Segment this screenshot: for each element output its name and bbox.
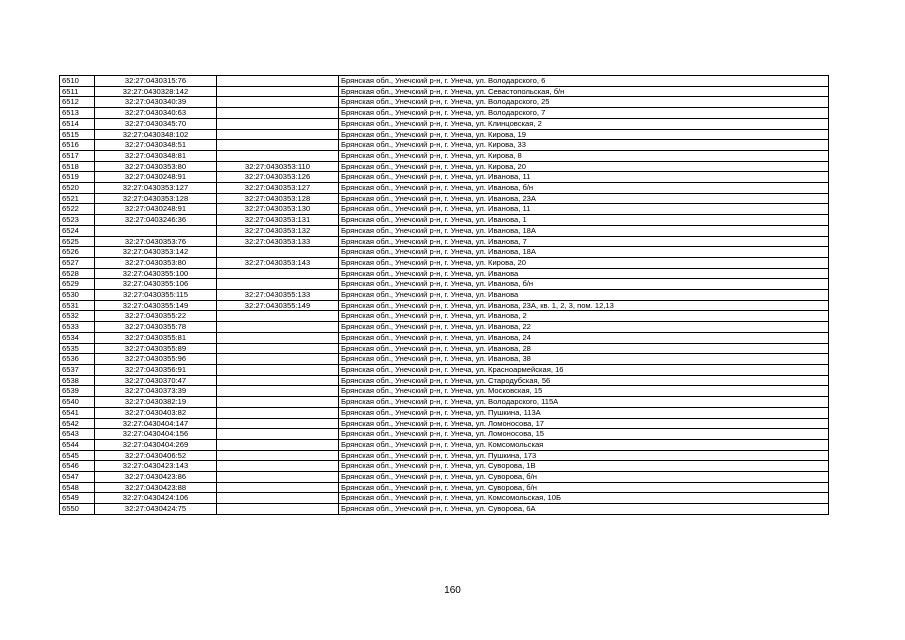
- cadastral-number-cell: 32:27:0430348:51: [95, 140, 217, 151]
- address-cell: Брянская обл., Унечский р-н, г. Унеча, ул. Иванова, 11: [339, 172, 829, 183]
- table-row: [60, 268, 829, 279]
- address-cell: Брянская обл., Унечский р-н, г. Унеча, ул. Иванова, 2: [339, 311, 829, 322]
- row-number-cell: 6513: [60, 108, 95, 119]
- related-cadastral-number-cell: 32:27:0430353:143: [217, 257, 339, 268]
- related-cadastral-number-cell: [217, 375, 339, 386]
- row-number-cell: 6543: [60, 429, 95, 440]
- cadastral-number-cell: 32:27:0430356:91: [95, 364, 217, 375]
- related-cadastral-number-cell: [217, 140, 339, 151]
- table-row: [60, 247, 829, 258]
- row-number-cell: 6534: [60, 332, 95, 343]
- table-row: [60, 279, 829, 290]
- row-number-cell: 6511: [60, 86, 95, 97]
- related-cadastral-number-cell: 32:27:0430353:130: [217, 204, 339, 215]
- related-cadastral-number-cell: [217, 332, 339, 343]
- table-row: [60, 450, 829, 461]
- cadastral-number-cell: 32:27:0403246:36: [95, 215, 217, 226]
- row-number-cell: 6548: [60, 482, 95, 493]
- related-cadastral-number-cell: [217, 397, 339, 408]
- row-number-cell: 6525: [60, 236, 95, 247]
- table-row: [60, 290, 829, 301]
- cadastral-number-cell: 32:27:0430404:147: [95, 418, 217, 429]
- related-cadastral-number-cell: [217, 279, 339, 290]
- address-cell: Брянская обл., Унечский р-н, г. Унеча, ул. Иванова: [339, 268, 829, 279]
- cadastral-number-cell: 32:27:0430355:89: [95, 343, 217, 354]
- table-row: [60, 482, 829, 493]
- cadastral-number-cell: 32:27:0430355:96: [95, 354, 217, 365]
- address-cell: Брянская обл., Унечский р-н, г. Унеча, ул. Иванова, 7: [339, 236, 829, 247]
- address-cell: Брянская обл., Унечский р-н, г. Унеча, ул. Суворова, 6А: [339, 504, 829, 515]
- cadastral-number-cell: 32:27:0430328:142: [95, 86, 217, 97]
- address-cell: Брянская обл., Унечский р-н, г. Унеча, ул. Комсомольская: [339, 439, 829, 450]
- table-row: [60, 418, 829, 429]
- related-cadastral-number-cell: [217, 118, 339, 129]
- table-row: [60, 108, 829, 119]
- cadastral-number-cell: 32:27:0430382:19: [95, 397, 217, 408]
- cadastral-number-cell: [95, 225, 217, 236]
- row-number-cell: 6523: [60, 215, 95, 226]
- row-number-cell: 6526: [60, 247, 95, 258]
- related-cadastral-number-cell: [217, 461, 339, 472]
- related-cadastral-number-cell: 32:27:0430353:132: [217, 225, 339, 236]
- row-number-cell: 6529: [60, 279, 95, 290]
- row-number-cell: 6533: [60, 322, 95, 333]
- row-number-cell: 6522: [60, 204, 95, 215]
- address-cell: Брянская обл., Унечский р-н, г. Унеча, ул. Иванова, 23А, кв. 1, 2, 3, пом. 12,13: [339, 300, 829, 311]
- related-cadastral-number-cell: [217, 86, 339, 97]
- cadastral-number-cell: 32:27:0430353:142: [95, 247, 217, 258]
- address-cell: Брянская обл., Унечский р-н, г. Унеча, ул. Ломоносова, 15: [339, 429, 829, 440]
- address-cell: Брянская обл., Унечский р-н, г. Унеча, ул. Володарского, 25: [339, 97, 829, 108]
- cadastral-number-cell: 32:27:0430353:80: [95, 257, 217, 268]
- address-cell: Брянская обл., Унечский р-н, г. Унеча, ул. Московская, 15: [339, 386, 829, 397]
- address-cell: Брянская обл., Унечский р-н, г. Унеча, ул. Иванова, б/н: [339, 279, 829, 290]
- table-row: [60, 386, 829, 397]
- cadastral-number-cell: 32:27:0430423:143: [95, 461, 217, 472]
- row-number-cell: 6530: [60, 290, 95, 301]
- cadastral-number-cell: 32:27:0430373:39: [95, 386, 217, 397]
- related-cadastral-number-cell: [217, 129, 339, 140]
- related-cadastral-number-cell: [217, 150, 339, 161]
- related-cadastral-number-cell: [217, 97, 339, 108]
- table-row: [60, 76, 829, 87]
- address-cell: Брянская обл., Унечский р-н, г. Унеча, ул. Пушкина, 173: [339, 450, 829, 461]
- related-cadastral-number-cell: [217, 429, 339, 440]
- cadastral-number-cell: 32:27:0430248:91: [95, 204, 217, 215]
- address-cell: Брянская обл., Унечский р-н, г. Унеча, ул. Володарского, 7: [339, 108, 829, 119]
- address-cell: Брянская обл., Унечский р-н, г. Унеча, ул. Иванова, 1: [339, 215, 829, 226]
- row-number-cell: 6510: [60, 76, 95, 87]
- address-cell: Брянская обл., Унечский р-н, г. Унеча, ул. Иванова, 18А: [339, 225, 829, 236]
- cadastral-number-cell: 32:27:0430353:76: [95, 236, 217, 247]
- row-number-cell: 6536: [60, 354, 95, 365]
- row-number-cell: 6527: [60, 257, 95, 268]
- related-cadastral-number-cell: [217, 418, 339, 429]
- table-row: [60, 504, 829, 515]
- cadastral-number-cell: 32:27:0430370:47: [95, 375, 217, 386]
- address-cell: Брянская обл., Унечский р-н, г. Унеча, ул. Кирова, 20: [339, 161, 829, 172]
- address-cell: Брянская обл., Унечский р-н, г. Унеча, ул. Иванова, 38: [339, 354, 829, 365]
- table-row: [60, 397, 829, 408]
- related-cadastral-number-cell: [217, 450, 339, 461]
- related-cadastral-number-cell: [217, 386, 339, 397]
- address-cell: Брянская обл., Унечский р-н, г. Унеча, ул. Иванова, 23А: [339, 193, 829, 204]
- table-row: [60, 493, 829, 504]
- cadastral-number-cell: 32:27:0430355:106: [95, 279, 217, 290]
- address-cell: Брянская обл., Унечский р-н, г. Унеча, ул. Иванова, 11: [339, 204, 829, 215]
- address-cell: Брянская обл., Унечский р-н, г. Унеча, ул. Севастопольская, б/н: [339, 86, 829, 97]
- cadastral-number-cell: 32:27:0430355:78: [95, 322, 217, 333]
- cadastral-number-cell: 32:27:0430315:76: [95, 76, 217, 87]
- address-cell: Брянская обл., Унечский р-н, г. Унеча, ул. Кирова, 8: [339, 150, 829, 161]
- row-number-cell: 6540: [60, 397, 95, 408]
- related-cadastral-number-cell: [217, 343, 339, 354]
- related-cadastral-number-cell: [217, 493, 339, 504]
- address-cell: Брянская обл., Унечский р-н, г. Унеча, ул. Стародубская, 56: [339, 375, 829, 386]
- address-cell: Брянская обл., Унечский р-н, г. Унеча, ул. Красноармейская, 16: [339, 364, 829, 375]
- related-cadastral-number-cell: 32:27:0430353:131: [217, 215, 339, 226]
- related-cadastral-number-cell: [217, 354, 339, 365]
- address-cell: Брянская обл., Унечский р-н, г. Унеча, ул. Володарского, 6: [339, 76, 829, 87]
- row-number-cell: 6532: [60, 311, 95, 322]
- table-row: [60, 472, 829, 483]
- address-cell: Брянская обл., Унечский р-н, г. Унеча, ул. Суворова, 1В: [339, 461, 829, 472]
- row-number-cell: 6512: [60, 97, 95, 108]
- address-cell: Брянская обл., Унечский р-н, г. Унеча, ул. Комсомольская, 10Б: [339, 493, 829, 504]
- related-cadastral-number-cell: [217, 482, 339, 493]
- related-cadastral-number-cell: [217, 439, 339, 450]
- table-row: [60, 343, 829, 354]
- cadastral-number-cell: 32:27:0430404:156: [95, 429, 217, 440]
- address-cell: Брянская обл., Унечский р-н, г. Унеча, ул. Володарского, 115А: [339, 397, 829, 408]
- row-number-cell: 6535: [60, 343, 95, 354]
- related-cadastral-number-cell: 32:27:0430353:128: [217, 193, 339, 204]
- table-row: [60, 129, 829, 140]
- address-cell: Брянская обл., Унечский р-н, г. Унеча, ул. Иванова, 28: [339, 343, 829, 354]
- related-cadastral-number-cell: 32:27:0430355:149: [217, 300, 339, 311]
- cadastral-number-cell: 32:27:0430248:91: [95, 172, 217, 183]
- related-cadastral-number-cell: [217, 472, 339, 483]
- related-cadastral-number-cell: 32:27:0430353:133: [217, 236, 339, 247]
- related-cadastral-number-cell: 32:27:0430355:133: [217, 290, 339, 301]
- address-cell: Брянская обл., Унечский р-н, г. Унеча, ул. Иванова, 24: [339, 332, 829, 343]
- table-row: [60, 439, 829, 450]
- related-cadastral-number-cell: [217, 108, 339, 119]
- address-cell: Брянская обл., Унечский р-н, г. Унеча, ул. Суворова, б/н: [339, 472, 829, 483]
- address-cell: Брянская обл., Унечский р-н, г. Унеча, ул. Кирова, 20: [339, 257, 829, 268]
- table-row: [60, 150, 829, 161]
- registry-table-body: [60, 76, 829, 515]
- row-number-cell: 6550: [60, 504, 95, 515]
- related-cadastral-number-cell: 32:27:0430353:127: [217, 183, 339, 194]
- cadastral-number-cell: 32:27:0430355:115: [95, 290, 217, 301]
- table-row: [60, 140, 829, 151]
- address-cell: Брянская обл., Унечский р-н, г. Унеча, ул. Иванова: [339, 290, 829, 301]
- cadastral-number-cell: 32:27:0430355:22: [95, 311, 217, 322]
- cadastral-number-cell: 32:27:0430355:81: [95, 332, 217, 343]
- table-row: [60, 407, 829, 418]
- related-cadastral-number-cell: [217, 311, 339, 322]
- table-row: [60, 204, 829, 215]
- row-number-cell: 6549: [60, 493, 95, 504]
- related-cadastral-number-cell: [217, 364, 339, 375]
- row-number-cell: 6521: [60, 193, 95, 204]
- table-row: [60, 300, 829, 311]
- cadastral-number-cell: 32:27:0430423:86: [95, 472, 217, 483]
- cadastral-number-cell: 32:27:0430353:128: [95, 193, 217, 204]
- cadastral-number-cell: 32:27:0430424:75: [95, 504, 217, 515]
- row-number-cell: 6531: [60, 300, 95, 311]
- table-row: [60, 183, 829, 194]
- address-cell: Брянская обл., Унечский р-н, г. Унеча, ул. Клинцовская, 2: [339, 118, 829, 129]
- row-number-cell: 6538: [60, 375, 95, 386]
- row-number-cell: 6528: [60, 268, 95, 279]
- table-row: [60, 161, 829, 172]
- table-row: [60, 236, 829, 247]
- cadastral-number-cell: 32:27:0430348:81: [95, 150, 217, 161]
- table-row: [60, 332, 829, 343]
- table-row: [60, 429, 829, 440]
- cadastral-number-cell: 32:27:0430424:106: [95, 493, 217, 504]
- table-row: [60, 322, 829, 333]
- row-number-cell: 6545: [60, 450, 95, 461]
- table-row: [60, 86, 829, 97]
- page-number: 160: [444, 585, 461, 596]
- row-number-cell: 6515: [60, 129, 95, 140]
- related-cadastral-number-cell: [217, 407, 339, 418]
- cadastral-number-cell: 32:27:0430355:149: [95, 300, 217, 311]
- address-cell: Брянская обл., Унечский р-н, г. Унеча, ул. Кирова, 33: [339, 140, 829, 151]
- cadastral-number-cell: 32:27:0430423:88: [95, 482, 217, 493]
- cadastral-number-cell: 32:27:0430353:127: [95, 183, 217, 194]
- cadastral-number-cell: 32:27:0430340:39: [95, 97, 217, 108]
- table-row: [60, 354, 829, 365]
- related-cadastral-number-cell: [217, 247, 339, 258]
- cadastral-number-cell: 32:27:0430355:100: [95, 268, 217, 279]
- address-cell: Брянская обл., Унечский р-н, г. Унеча, ул. Иванова, б/н: [339, 183, 829, 194]
- cadastral-number-cell: 32:27:0430404:269: [95, 439, 217, 450]
- table-row: [60, 375, 829, 386]
- table-row: [60, 257, 829, 268]
- row-number-cell: 6518: [60, 161, 95, 172]
- table-row: [60, 118, 829, 129]
- address-cell: Брянская обл., Унечский р-н, г. Унеча, ул. Пушкина, 113А: [339, 407, 829, 418]
- cadastral-number-cell: 32:27:0430406:52: [95, 450, 217, 461]
- address-cell: Брянская обл., Унечский р-н, г. Унеча, ул. Кирова, 19: [339, 129, 829, 140]
- table-row: [60, 215, 829, 226]
- row-number-cell: 6524: [60, 225, 95, 236]
- related-cadastral-number-cell: 32:27:0430353:126: [217, 172, 339, 183]
- table-row: [60, 97, 829, 108]
- row-number-cell: 6542: [60, 418, 95, 429]
- registry-table: [59, 75, 829, 515]
- address-cell: Брянская обл., Унечский р-н, г. Унеча, ул. Иванова, 22: [339, 322, 829, 333]
- table-row: [60, 193, 829, 204]
- address-cell: Брянская обл., Унечский р-н, г. Унеча, ул. Суворова, б/н: [339, 482, 829, 493]
- row-number-cell: 6544: [60, 439, 95, 450]
- table-row: [60, 364, 829, 375]
- related-cadastral-number-cell: 32:27:0430353:110: [217, 161, 339, 172]
- address-cell: Брянская обл., Унечский р-н, г. Унеча, ул. Иванова, 18А: [339, 247, 829, 258]
- cadastral-number-cell: 32:27:0430348:102: [95, 129, 217, 140]
- cadastral-number-cell: 32:27:0430353:80: [95, 161, 217, 172]
- row-number-cell: 6541: [60, 407, 95, 418]
- address-cell: Брянская обл., Унечский р-н, г. Унеча, ул. Ломоносова, 17: [339, 418, 829, 429]
- row-number-cell: 6537: [60, 364, 95, 375]
- row-number-cell: 6520: [60, 183, 95, 194]
- row-number-cell: 6516: [60, 140, 95, 151]
- table-row: [60, 172, 829, 183]
- cadastral-number-cell: 32:27:0430340:63: [95, 108, 217, 119]
- row-number-cell: 6514: [60, 118, 95, 129]
- table-row: [60, 311, 829, 322]
- cadastral-number-cell: 32:27:0430403:82: [95, 407, 217, 418]
- row-number-cell: 6519: [60, 172, 95, 183]
- row-number-cell: 6547: [60, 472, 95, 483]
- table-row: [60, 461, 829, 472]
- related-cadastral-number-cell: [217, 76, 339, 87]
- related-cadastral-number-cell: [217, 268, 339, 279]
- related-cadastral-number-cell: [217, 504, 339, 515]
- related-cadastral-number-cell: [217, 322, 339, 333]
- row-number-cell: 6539: [60, 386, 95, 397]
- cadastral-number-cell: 32:27:0430345:70: [95, 118, 217, 129]
- row-number-cell: 6517: [60, 150, 95, 161]
- table-row: [60, 225, 829, 236]
- row-number-cell: 6546: [60, 461, 95, 472]
